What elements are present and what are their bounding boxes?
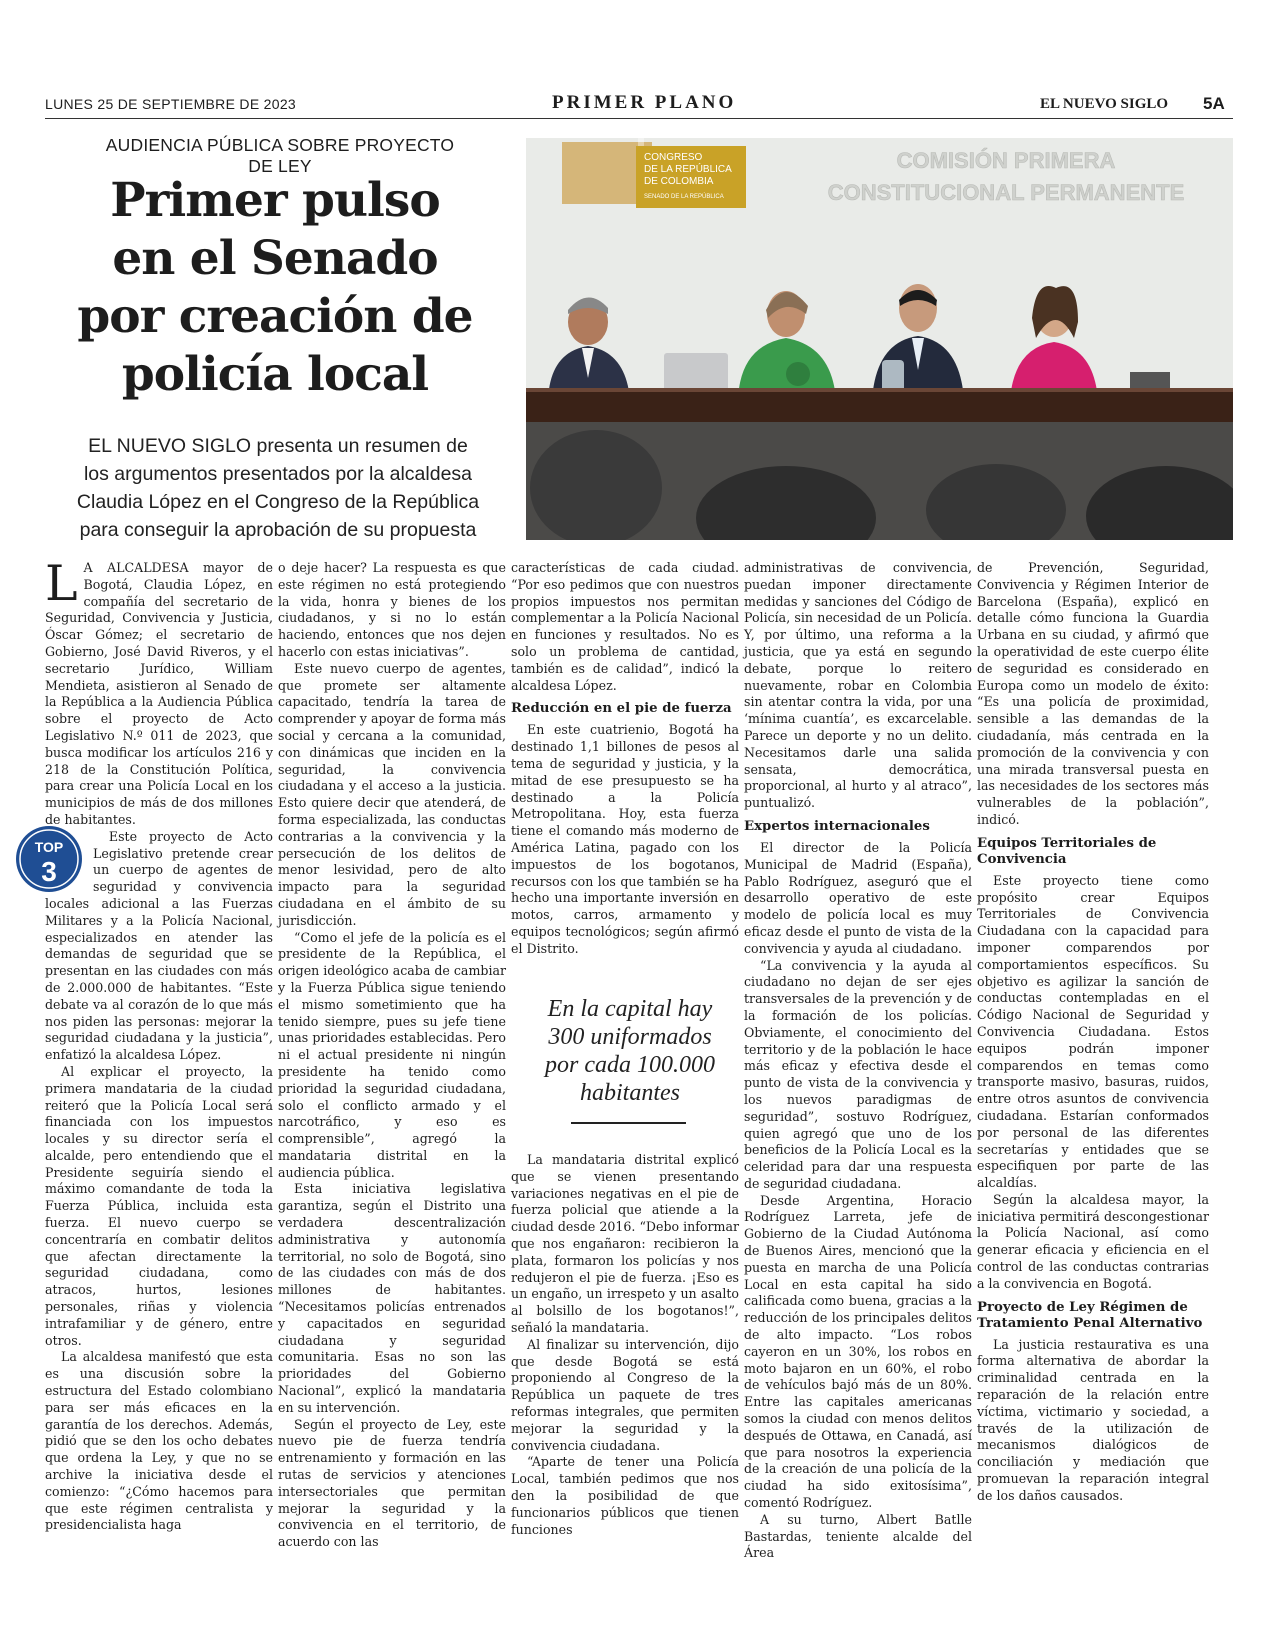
- article-column-3: [511, 560, 739, 958]
- headline-line: en el Senado: [112, 231, 438, 286]
- body-paragraph: o deje hacer? La respuesta es que este régimen no está protegiendo la vida, honra y bienes de los ciudadanos, y si no lo están haciendo, entonces que nos dejen hacerlo con estas iniciativas”.: [278, 560, 506, 659]
- top3-badge-icon: [15, 825, 83, 893]
- article-kicker: AUDIENCIA PÚBLICA SOBRE PROYECTO DE LEY: [105, 135, 455, 176]
- section-name: PRIMER PLANO: [552, 92, 737, 113]
- pull-quote-divider: [571, 1122, 686, 1124]
- body-paragraph: administrativas de convivencia, puedan imponer directamente medidas y sanciones del Código de Policía, sin necesidad de un Policía. Y, por último, una reforma a la justicia, que ya está en segundo debate, porque lo reitero nuevamente, robar en Colombia sin atentar contra la vida, por una ‘mínima cuantía’, es excarcelable. Parece un deporte y no un delito. Necesitamos darle una salida sensata, democrática, proporcional, al hurto y al atraco”, puntualizó.: [744, 560, 972, 811]
- article-column-4: [744, 560, 972, 1562]
- wall-sign-line: COMISIÓN PRIMERA: [896, 148, 1116, 173]
- article-photo: [526, 138, 1233, 540]
- subhead-line: para conseguir la aprobación de su propuesta: [79, 519, 477, 541]
- desk: [526, 388, 1233, 422]
- body-paragraph: Desde Argentina, Horacio Rodríguez Larreta, jefe de Gobierno de la Ciudad Autónoma de Buenos Aires, mencionó que la puesta en marcha de una Policía Local en esta capital ha sido calificada como buena, gracias a la reducción de los principales delitos de alto impacto. “Los robos cayeron en un 30%, los robos en moto bajaron en un 60%, el robo de vehículos bajó más de un 80%. Entre las capitales americanas somos la ciudad con menos delitos después de Ottawa, en Canadá, así que para nosotros la experiencia de la creación de una policía de la ciudad ha sido exitosísima”, comentó Rodríguez.: [744, 1192, 972, 1511]
- senate-hearing-photo: [526, 138, 1233, 540]
- wall-sign-line: CONSTITUCIONAL PERMANENTE: [827, 180, 1185, 205]
- body-paragraph: Según la alcaldesa mayor, la iniciativa permitirá descongestionar la Policía Nacional, así como generar eficacia y eficiencia en el control de las conductas contrarias a la convivencia en Bogotá.: [977, 1191, 1209, 1291]
- subhead-line: EL NUEVO SIGLO presenta un resumen de: [88, 435, 468, 457]
- badge-top-text: TOP: [34, 838, 64, 855]
- body-paragraph: “La convivencia y la ayuda al ciudadano no dejan de ser ejes transversales de la prevención y de la formación de los policías. Obviamente, el conocimiento del territorio y de la población le hace más eficaz y efectiva desde el punto de vista de la convivencia y los nuevos paradigmas de seguridad”, sostuvo Rodríguez, quien agregó que uno de los beneficios de la Policía Local es la celeridad para dar una respuesta de seguridad ciudadana.: [744, 957, 972, 1191]
- body-paragraph: Esta iniciativa legislativa garantiza, según el Distrito una verdadera descentralización administrativa y autonomía territorial, no solo de Bogotá, sino de las ciudades con más de dos millones de habitantes. “Necesitamos policías entrenados y capacitados en seguridad ciudadana y seguridad comunitaria. Esas no son las prioridades del Gobierno Nacional”, explicó la mandataria en su intervención.: [278, 1181, 506, 1415]
- body-paragraph: La mandataria distrital explicó que se vienen presentando variaciones negativas en el pie de fuerza policial que atiende a la ciudad desde 2016. “Debo informar que nos engañaron: recibieron la plata, formaron los policías y nos redujeron el pie de fuerza. ¡Eso es un engaño, un irrespeto y un asalto al bolsillo de los bogotanos!”, señaló la mandataria.: [511, 1152, 739, 1335]
- article-column-2: [278, 560, 506, 1551]
- logo-small-text: SENADO DE LA REPÚBLICA: [644, 194, 724, 200]
- body-paragraph: TOP 3 Este proyecto de Acto Legislativo pretende crear un cuerpo de agentes de seguridad y convivencia locales adicional a las Fuerzas Militares y a la Policía Nacional, especializados en atender las demandas de seguridad que se presentan en las ciudades con más de 2.000.000 de habitantes. “Este debate va al corazón de lo que más nos piden las personas: mejorar la seguridad ciudadana y la justicia”, enfatizó la alcaldesa López.: [45, 829, 273, 1064]
- body-paragraph: “Aparte de tener una Policía Local, también pedimos que nos den la posibilidad de que funcionarios públicos que tienen funciones: [511, 1454, 739, 1537]
- body-paragraph: Al explicar el proyecto, la primera mandataria de la ciudad reiteró que la Policía Local será financiada con los impuestos locales y su director sería el alcalde, pero entendiendo que el Presidente seguiría siendo el máximo comandante de toda la Fuerza Pública, incluida esta fuerza. El nuevo cuerpo se concentraría en combatir delitos que afectan directamente la seguridad ciudadana, como atracos, hurtos, lesiones personales, riñas y violencia intrafamiliar y de género, entre otros.: [45, 1063, 273, 1348]
- article-column-5: [977, 560, 1209, 1505]
- page-number: 5A: [1203, 94, 1225, 113]
- header-divider: [45, 118, 1233, 119]
- badge-number-text: 3: [41, 855, 57, 887]
- subhead-line: Claudia López en el Congreso de la República: [76, 491, 480, 513]
- pull-quote: En la capital hay 300 uniformados por cada 100.000 habitantes: [545, 996, 715, 1106]
- subhead-line: los argumentos presentados por la alcaldesa: [83, 463, 473, 485]
- body-paragraph: características de cada ciudad. “Por eso pedimos que con nuestros propios impuestos nos permitan complementar a la Policía Nacional en funciones y resultados. No es solo un problema de cantidad, también es de calidad”, indicó la alcaldesa López.: [511, 560, 739, 693]
- publication-name: EL NUEVO SIGLO: [1040, 96, 1169, 112]
- section-subheading: Reducción en el pie de fuerza: [511, 701, 732, 717]
- body-paragraph: L A ALCALDESA mayor de Bogotá, Claudia López, en compañía del secretario de Seguridad, Convivencia y Justicia, Óscar Gómez; el secretario de Gobierno, José David Riveros, y el secretario Jurídico, William Mendieta, asistieron al Senado de la República a la Audiencia Pública sobre el proyecto de Acto Legislativo N.º 011 de 2023, que busca modificar los artículos 216 y 218 de la Constitución Política, para crear una Policía Local en los municipios de más de dos millones de habitantes.: [45, 555, 273, 827]
- body-paragraph: “Como el jefe de la policía es el presidente de la República, el origen ideológico acaba de cambiar y la Fuerza Pública sigue teniendo el mismo sometimiento que ha tenido siempre, pues su jefe tiene unas prioridades establecidas. Pero ni el actual presidente ni ningún presidente ha tenido como prioridad la seguridad ciudadana, solo el conflicto armado y el narcotráfico, y eso es comprensible”, agregó la mandataria distrital en la audiencia pública.: [278, 929, 507, 1180]
- logo-line: CONGRESO: [644, 152, 703, 163]
- headline-line: Primer pulso: [110, 173, 440, 228]
- section-subheading: Proyecto de Ley Régimen de Tratamiento Penal Alternativo: [977, 1299, 1203, 1331]
- section-subheading: Equipos Territoriales de Convivencia: [977, 835, 1157, 867]
- drop-cap: L: [45, 555, 78, 612]
- section-subheading: Expertos internacionales: [744, 818, 930, 834]
- article-headline: [45, 172, 505, 404]
- body-paragraph: La alcaldesa manifestó que esta es una discusión sobre la estructura del Estado colombiano para ser más eficaces en la garantía de los derechos. Además, pidió que se den los ocho debates que ordena la Ley, y que no se archive la iniciativa desde el comienzo: “¿Cómo hacemos para que este régimen centralista y presidencialista haga: [45, 1349, 273, 1533]
- body-paragraph: Este proyecto tiene como propósito crear Equipos Territoriales de Convivencia Ciudadana con la capacidad para imponer comparendos por comportamientos específicos. Su objetivo es agilizar la sanción de conductas contempladas en el Código Nacional de Seguridad y Convivencia Ciudadana. Estos equipos podrán imponer comparendos en temas como transporte masivo, basuras, ruidos, entre otros asuntos de convivencia ciudadana. Estarían conformados por personal de las diferentes secretarías y entidades que se especifiquen por parte de las alcaldías.: [977, 872, 1209, 1191]
- body-paragraph: Este nuevo cuerpo de agentes, que promete ser altamente capacitado, tendría la tarea de comprender y apoyar de forma más social y cercana a la comunidad, con dinámicas que inciden en la seguridad, la convivencia ciudadana y el acceso a la justicia. Esto quiere decir que atenderá, de forma especializada, las conductas contrarias a la convivencia y la persecución de los delitos de menor lesividad, pero de alto impacto para la seguridad ciudadana en el ámbito de su jurisdicción.: [278, 660, 506, 928]
- body-paragraph: de Prevención, Seguridad, Convivencia y Régimen Interior de Barcelona (España), explicó en detalle cómo funciona la Guardia Urbana en su ciudad, y afirmó que la operatividad de este cuerpo élite de seguridad es considerado en Europa como un modelo de éxito: “Es una policía de proximidad, sensible a las demandas de la ciudadanía, más centrada en la promoción de la convivencia y con una mirada transversal puesta en las necesidades de los sectores más vulnerables de la población”, indicó.: [977, 560, 1209, 827]
- body-paragraph: Según el proyecto de Ley, este nuevo pie de fuerza tendría entrenamiento y formación en las rutas de servicios y atenciones intersectoriales que permitan mejorar la seguridad y la convivencia en el territorio, de acuerdo con las: [278, 1416, 506, 1550]
- headline-line: policía local: [121, 347, 429, 402]
- article-subheadline: [48, 432, 508, 544]
- body-paragraph: Al finalizar su intervención, dijo que desde Bogotá se está proponiendo al Congreso de la República un paquete de tres reformas integrales, que permiten mejorar la seguridad y la convivencia ciudadana.: [511, 1336, 739, 1453]
- headline-line: por creación de: [77, 289, 473, 344]
- issue-date: LUNES 25 DE SEPTIEMBRE DE 2023: [45, 96, 296, 112]
- logo-line: DE COLOMBIA: [644, 176, 714, 187]
- logo-line: DE LA REPÚBLICA: [644, 164, 732, 175]
- article-column-1: [34, 555, 273, 1534]
- article-column-3-continued: [511, 1152, 739, 1538]
- body-paragraph: En este cuatrienio, Bogotá ha destinado 1,1 billones de pesos al tema de seguridad y justicia, y la mitad de ese presupuesto se ha destinado a la Policía Metropolitana. Hoy, esta fuerza tiene el comando más moderno de América Latina, pagado con los impuestos de los bogotanos, recursos con los que también se ha hecho una importante inversión en motos, carros, armamento y equipos tecnológicos; según afirmó el Distrito.: [511, 722, 739, 956]
- body-paragraph: La justicia restaurativa es una forma alternativa de abordar la criminalidad centrada en la reparación de la relación entre víctima, victimario y sociedad, a través de la utilización de mecanismos dialógicos de conciliación y mediación que promuevan la reparación integral de los daños causados.: [977, 1336, 1209, 1503]
- body-paragraph: A su turno, Albert Batlle Bastardas, teniente alcalde del Área: [744, 1511, 972, 1561]
- body-paragraph: El director de la Policía Municipal de Madrid (España), Pablo Rodríguez, aseguró que el desarrollo operativo de este modelo de policía local es muy eficaz desde el punto de vista de la convivencia y ayuda al ciudadano.: [744, 839, 972, 956]
